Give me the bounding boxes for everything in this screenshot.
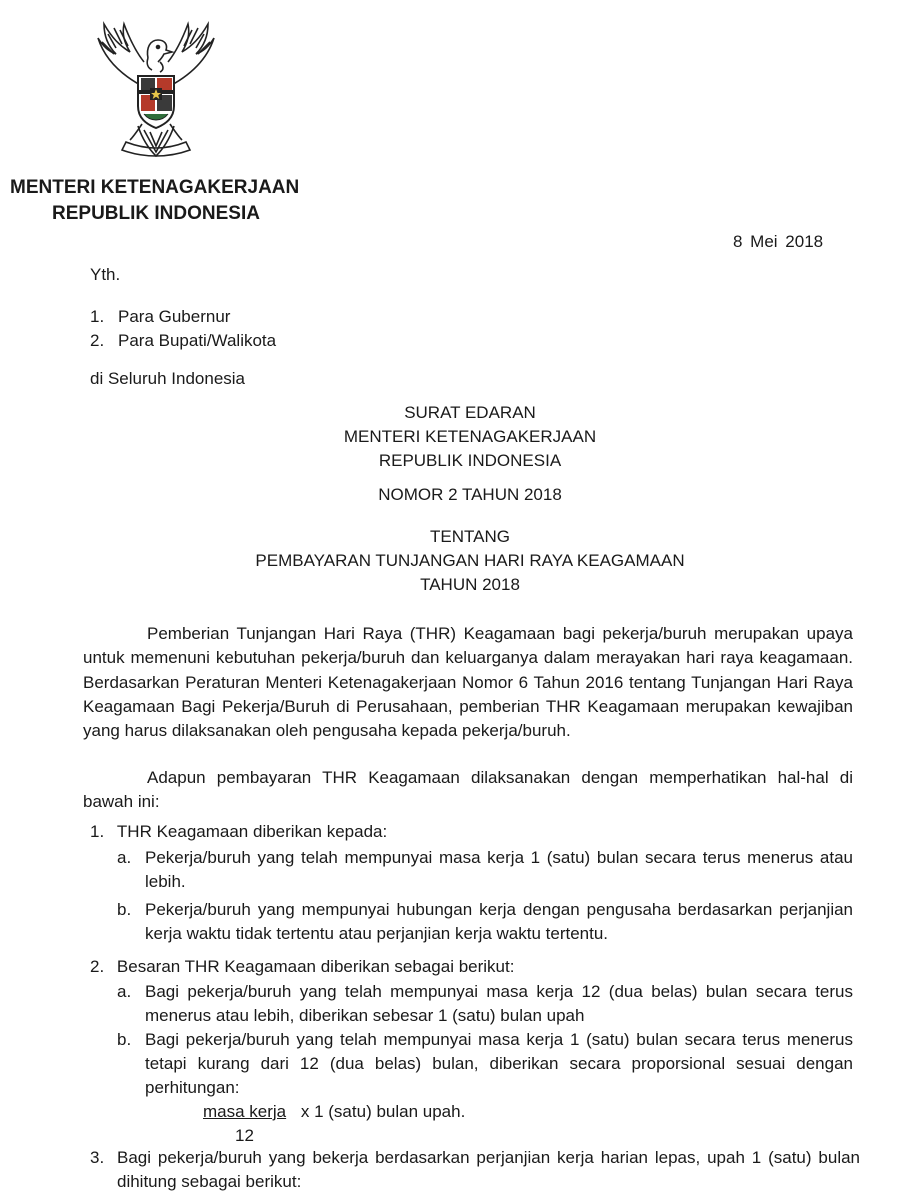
recipient-number: 1. (90, 307, 105, 326)
item-number: 3. (90, 1148, 105, 1167)
sub-item (117, 1028, 853, 1100)
item-text: Bagi pekerja/buruh yang bekerja berdasarkan perjanjian kerja harian lepas, upah 1 (satu) bulan dihitung sebagai berikut: (117, 1148, 860, 1191)
body-paragraph (83, 622, 853, 743)
formula (203, 1100, 466, 1145)
title-line: REPUBLIK INDONESIA (378, 451, 562, 470)
garuda-emblem-icon (86, 18, 226, 168)
sub-item-label: b. (117, 1030, 132, 1049)
sub-item-text: Pekerja/buruh yang mempunyai hubungan kerja dengan pengusaha berdasarkan perjanjian kerja waktu tidak tertentu atau perjanjian kerja waktu tertentu. (145, 900, 853, 943)
item-number: 2. (90, 957, 105, 976)
recipient-number: 2. (90, 331, 105, 350)
recipient-item (90, 329, 276, 353)
letter-date: 8 Mei 2018 (733, 232, 824, 251)
sub-item-label: a. (117, 848, 132, 867)
item-text: Besaran THR Keagamaan diberikan sebagai berikut: (116, 957, 515, 976)
sub-item-label: b. (117, 900, 132, 919)
sub-item-text: Bagi pekerja/buruh yang telah mempunyai masa kerja 1 (satu) bulan secara terus menerus tetapi kurang dari 12 (dua belas) bulan, diberikan secara proporsional sesuai dengan perhitungan: (145, 1030, 853, 1097)
title-about: TENTANG (430, 527, 510, 546)
ministry-heading (10, 175, 299, 227)
formula-numerator: masa kerja (203, 1102, 287, 1121)
title-line: MENTERI KETENAGAKERJAAN (343, 427, 597, 446)
recipient-text: Para Bupati/Walikota (118, 331, 277, 350)
item-number: 1. (90, 822, 105, 841)
formula-multiplier: x 1 (satu) bulan upah. (300, 1102, 466, 1121)
list-item (90, 955, 860, 979)
document-number: NOMOR 2 TAHUN 2018 (378, 485, 562, 504)
sub-item (117, 846, 853, 894)
recipient-location: di Seluruh Indonesia (90, 369, 246, 388)
recipient-text: Para Gubernur (118, 307, 231, 326)
sub-item-text: Bagi pekerja/buruh yang telah mempunyai masa kerja 12 (dua belas) bulan secara terus menerus atau lebih, diberikan sebesar 1 (satu) bulan upah (145, 982, 853, 1025)
ministry-name: MENTERI KETENAGAKERJAAN (10, 177, 300, 198)
title-line: SURAT EDARAN (404, 403, 536, 422)
body-paragraph (83, 766, 853, 815)
list-item (90, 1146, 860, 1194)
salutation: Yth. (90, 265, 121, 284)
list-item (90, 820, 860, 844)
paragraph-text: Pemberian Tunjangan Hari Raya (THR) Keagamaan bagi pekerja/buruh merupakan upaya untuk memenuni kebutuhan pekerja/buruh dan keluarganya dalam merayakan hari raya keagamaan. Berdasarkan Peraturan Menteri Ketenagakerjaan Nomor 6 Tahun 2016 tentang Tunjangan Hari Raya Keagamaan Bagi Pekerja/Buruh di Perusahaan, pemberian THR Keagamaan merupakan kewajiban yang harus dilaksanakan oleh pengusaha kepada pekerja/buruh. (83, 624, 853, 741)
country-name: REPUBLIK INDONESIA (52, 203, 260, 224)
document-year: TAHUN 2018 (420, 575, 520, 594)
sub-item (117, 898, 853, 946)
formula-denominator: 12 (235, 1126, 254, 1145)
sub-item (117, 980, 853, 1028)
sub-item-text: Pekerja/buruh yang telah mempunyai masa kerja 1 (satu) bulan secara terus menerus atau lebih. (145, 848, 853, 891)
sub-item-label: a. (117, 982, 132, 1001)
paragraph-text: Adapun pembayaran THR Keagamaan dilaksanakan dengan memperhatikan hal-hal di bawah ini: (83, 768, 853, 812)
item-text: THR Keagamaan diberikan kepada: (116, 822, 388, 841)
recipient-item (90, 305, 230, 329)
document-subject: PEMBAYARAN TUNJANGAN HARI RAYA KEAGAMAAN (255, 551, 685, 570)
